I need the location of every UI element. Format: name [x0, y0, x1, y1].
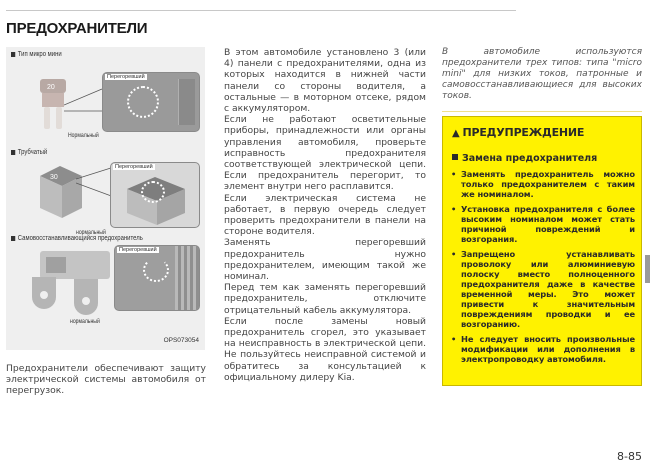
- blown-cartridge-inset: [110, 162, 200, 228]
- callout-lines: [64, 85, 104, 115]
- warning-subtitle: Замена предохранителя: [452, 153, 597, 164]
- paragraph: Заменять перегоревший предохранитель нужно предохранителем, имеющим такой же номинал.: [224, 237, 426, 283]
- figure-label-self-resetting: Самовосстанавливающийся предохранитель: [11, 235, 143, 242]
- normal-label: Нормальный: [68, 133, 99, 139]
- square-bullet-icon: [452, 154, 458, 160]
- blown-self-resetting-inset: [114, 245, 200, 311]
- blown-label: Перегоревший: [115, 164, 153, 170]
- warning-box: [442, 116, 642, 386]
- note-divider: [442, 111, 642, 112]
- warning-triangle-icon: ▲: [452, 128, 460, 139]
- intro-paragraph: Предохранители обеспечивают защиту электрической системы автомобиля от перегрузок.: [6, 363, 206, 397]
- warning-item: • Не следует вносить произвольные модификации или дополнения в электропроводку автомобиля.: [451, 334, 635, 364]
- paragraph: В этом автомобиле установлено 3 (или 4) панели с предохранителями, одна из которых находится в нижней части панели со стороны водителя, а остальные — в моторном отсеке, рядом с аккумулятором.: [224, 47, 426, 115]
- top-rule: [6, 10, 516, 11]
- self-resetting-fuse-image: [26, 247, 116, 317]
- figure-label-cartridge: Трубчатый: [11, 149, 47, 156]
- warning-list: [449, 169, 635, 369]
- middle-column: [224, 47, 426, 383]
- warning-title: ▲ ПРЕДУПРЕЖДЕНИЕ: [452, 126, 585, 139]
- chapter-side-tab: [645, 255, 650, 283]
- paragraph: Если после замены новый предохранитель сгорел, это указывает на неисправность в электрической цепи. Не пользуйтесь неисправной системой и обратитесь за консультацией к официальному дилеру Kia.: [224, 315, 426, 383]
- warning-item: • Заменять предохранитель можно только предохранителем с таким же номиналом.: [451, 169, 635, 199]
- svg-text:30: 30: [50, 174, 58, 181]
- italic-note: В автомобиле используются предохранители трех типов: типа "micro mini" для низких токов, патронные и самовосстанавливающиеся для высоких токов.: [442, 47, 642, 101]
- blown-fuse-inset: [102, 72, 200, 132]
- warning-item: • Запрещено устанавливать проволоку или алюминиевую полоску вместо полноценного предохранителя даже в качестве временной меры. Это может привести к значительным повреждениям проводки и ее возгоранию.: [451, 249, 635, 329]
- normal-label: нормальный: [76, 230, 106, 236]
- figure-label-micro-mini: Тип микро мини: [11, 51, 62, 58]
- square-bullet-icon: [11, 52, 15, 57]
- warning-item: • Установка предохранителя с более высоким номиналом может стать причиной повреждений и возгорания.: [451, 204, 635, 244]
- normal-label: нормальный: [70, 319, 100, 325]
- section-title: ПРЕДОХРАНИТЕЛИ: [6, 20, 148, 37]
- figure-code: OPS073054: [163, 337, 199, 344]
- blown-label: Перегоревший: [119, 247, 157, 253]
- melted-element-marker: [143, 258, 169, 282]
- melted-element-marker: [141, 181, 165, 203]
- square-bullet-icon: [11, 236, 15, 241]
- blown-label: Перегоревший: [107, 74, 145, 80]
- paragraph: Перед тем как заменять перегоревший предохранитель, отключите отрицательный кабель аккумулятора.: [224, 282, 426, 316]
- melted-element-marker: [127, 86, 159, 118]
- fuse-types-figure: [6, 47, 205, 350]
- svg-text:20: 20: [47, 84, 55, 91]
- square-bullet-icon: [11, 150, 15, 155]
- paragraph: Если электрическая система не работает, в первую очередь следует проверить предохранители в панели на стороне водителя.: [224, 192, 426, 238]
- page-number: 8-85: [617, 450, 642, 463]
- paragraph: Если не работают осветительные приборы, принадлежности или органы управления автомобиля, проверьте исправность предохранителя соответствующей электрической цепи. Если предохранитель перегорит, то элемент внутри него расплавится.: [224, 114, 426, 193]
